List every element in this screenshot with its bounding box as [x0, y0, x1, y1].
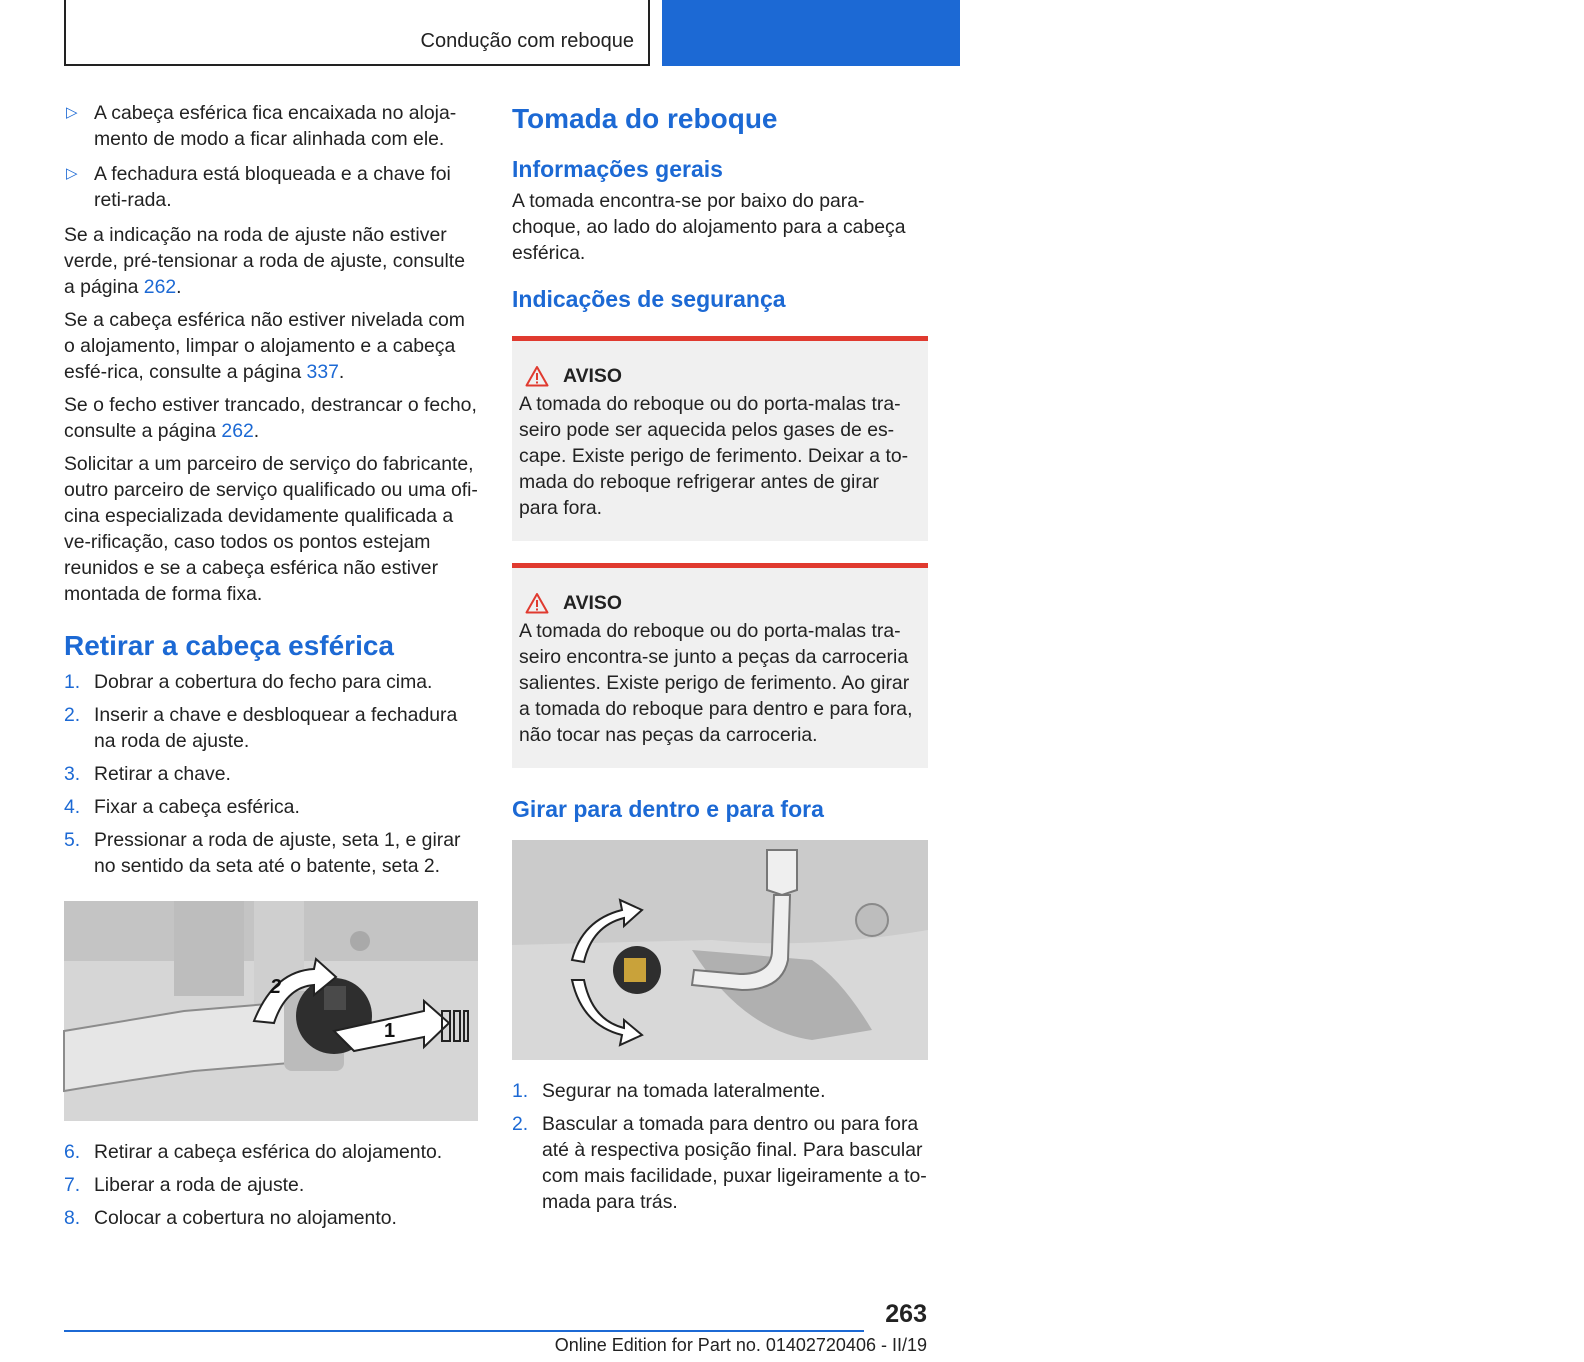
subsection-heading: Indicações de segurança: [512, 286, 786, 312]
left-column: [64, 100, 478, 1238]
section-tab[interactable]: [662, 0, 1542, 66]
warning-box: [512, 336, 928, 541]
section-label: DIRIGIR: [1462, 30, 1542, 52]
paragraph: Se o fecho estiver trancado, destrancar o fecho, consulte a página 262.: [64, 394, 477, 442]
page-reference-link[interactable]: 262: [221, 420, 254, 442]
list-item: 2. Bascular a tomada para dentro ou para fora até à respectiva posição final. Para bascular com mais facilidade, puxar ligeiramente a to‐mada para trás.: [512, 1113, 927, 1213]
list-item: 4. Fixar a cabeça esférica.: [64, 796, 300, 818]
list-item: 7. Liberar a roda de ajuste.: [64, 1174, 305, 1196]
steps-list: [64, 1139, 478, 1231]
warning-triangle-icon: [525, 592, 549, 614]
warning-box: [512, 563, 928, 768]
tow-ball-illustration: [64, 901, 478, 1121]
subsection-heading: Informações gerais: [512, 156, 723, 182]
warning-text: A tomada do reboque ou do porta-malas tra‐seiro pode ser aquecida pelos gases de es‐cape. Existe perigo de ferimento. Deixar a to‐mada do reboque refrigerar antes de girar para fora.: [519, 393, 909, 519]
list-item: ▷ A fechadura está bloqueada e a chave foi reti‐rada.: [66, 163, 451, 211]
steps-list: [64, 669, 478, 879]
page-number: 263: [885, 1300, 927, 1328]
page-reference-link[interactable]: 337: [306, 361, 339, 383]
edition-note: Online Edition for Part no. 01402720406 - II/19: [554, 1335, 927, 1355]
warning-label: AVISO: [563, 592, 622, 614]
footer-divider: [64, 1330, 864, 1332]
list-item: ▷ A cabeça esférica fica encaixada no aloja‐mento de modo a ficar alinhada com ele.: [66, 102, 457, 150]
section-heading: Tomada do reboque: [512, 103, 778, 134]
arrow-label-2: 2: [270, 976, 282, 998]
paragraph: Solicitar a um parceiro de serviço do fabricante, outro parceiro de serviço qualificado ou uma ofi‐cina especializada devidamente qualificada a ve‐rificação, caso todos os pontos estejam reunidos e se a cabeça esférica não estiver montada de forma fixa.: [64, 453, 478, 605]
list-item: 5. Pressionar a roda de ajuste, seta 1, e girar no sentido da seta até o batente, seta 2.: [64, 829, 461, 877]
list-item: 2. Inserir a chave e desbloquear a fechadura na roda de ajuste.: [64, 704, 458, 752]
list-item: 1. Segurar na tomada lateralmente.: [512, 1080, 826, 1102]
paragraph: Se a cabeça esférica não estiver nivelada com o alojamento, limpar o alojamento e a cabeça esfé‐rica, consulte a página 337.: [64, 309, 465, 383]
list-item: 1. Dobrar a cobertura do fecho para cima.: [64, 671, 433, 693]
header-title-box: [64, 0, 650, 66]
arrow-label-1: 1: [384, 1020, 396, 1042]
chapter-title: Condução com reboque: [420, 30, 634, 52]
warning-label: AVISO: [563, 365, 622, 387]
trailer-socket-illustration: [512, 840, 928, 1060]
tow-ball-photo: [64, 901, 478, 1121]
page-reference-link[interactable]: 262: [143, 276, 177, 298]
steps-list: [512, 1078, 928, 1215]
right-column: [512, 100, 928, 1222]
triangle-bullet-icon: ▷: [66, 104, 78, 121]
subsection-heading: Girar para dentro e para fora: [512, 796, 824, 822]
list-item: 6. Retirar a cabeça esférica do alojamento.: [64, 1141, 443, 1163]
warning-triangle-icon: [525, 365, 549, 387]
list-item: 3. Retirar a chave.: [64, 763, 231, 785]
paragraph: Se a indicação na roda de ajuste não estiver verde, pré-tensionar a roda de ajuste, consulte a página 262.: [64, 224, 465, 298]
triangle-bullet-icon: ▷: [66, 165, 78, 182]
paragraph: A tomada encontra-se por baixo do para-choque, ao lado do alojamento para a cabeça esférica.: [512, 190, 906, 264]
section-heading: Retirar a cabeça esférica: [64, 630, 394, 661]
info-icon: [1558, 28, 1584, 54]
trailer-socket-photo: [512, 840, 928, 1060]
warning-text: A tomada do reboque ou do porta-malas tra‐seiro encontra-se junto a peças da carroceria salientes. Existe perigo de ferimento. Ao girar a tomada do reboque para dentro e para fora, não tocar nas peças da carroceria.: [519, 620, 913, 746]
list-item: 8. Colocar a cobertura no alojamento.: [64, 1207, 397, 1229]
